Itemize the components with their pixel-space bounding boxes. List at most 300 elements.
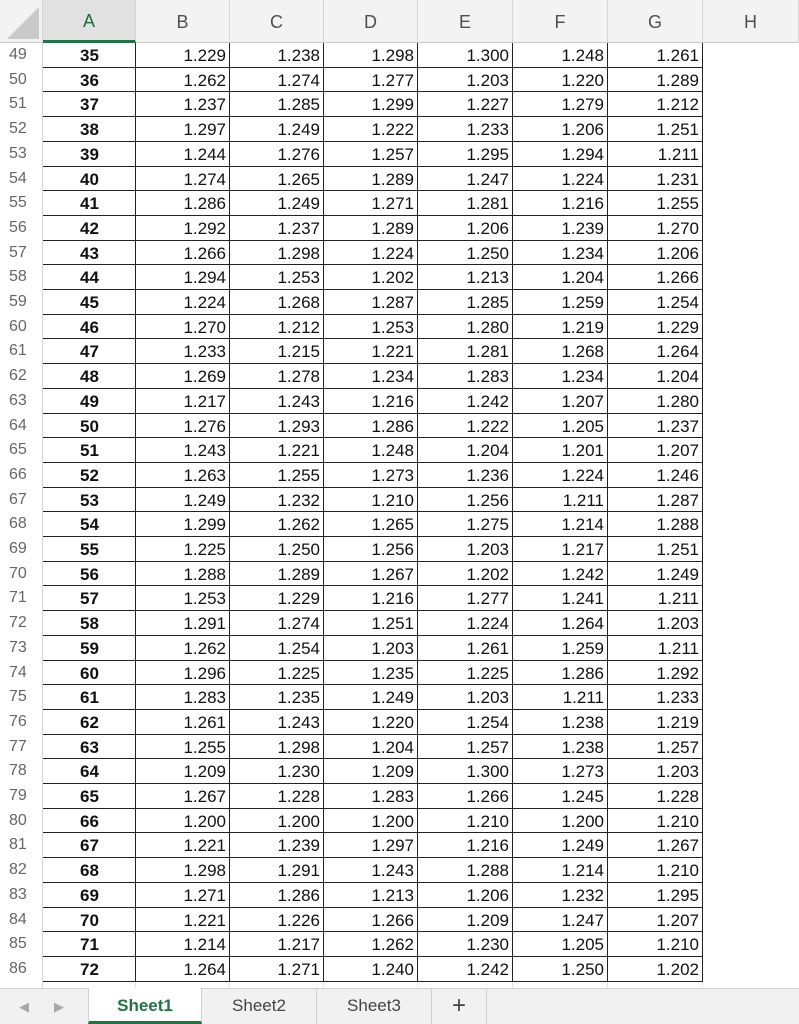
cell-c83[interactable]: 1.286 bbox=[277, 885, 320, 905]
row-header[interactable]: 59 bbox=[0, 290, 43, 315]
cell-f70[interactable]: 1.242 bbox=[561, 564, 604, 584]
cell-f67[interactable]: 1.211 bbox=[562, 490, 604, 510]
cell-f82[interactable]: 1.214 bbox=[561, 861, 604, 881]
cell-g58[interactable]: 1.266 bbox=[656, 268, 699, 288]
row-header[interactable]: 61 bbox=[0, 339, 43, 364]
cell-h59[interactable] bbox=[703, 290, 799, 315]
cell-b79[interactable]: 1.267 bbox=[183, 787, 226, 806]
cell-a60[interactable]: 46 bbox=[80, 317, 99, 337]
cell-g61[interactable]: 1.264 bbox=[656, 342, 699, 362]
cell-c51[interactable]: 1.285 bbox=[277, 95, 320, 115]
cell-c62[interactable]: 1.278 bbox=[277, 367, 320, 387]
cell-h53[interactable] bbox=[703, 142, 799, 167]
cell-d78[interactable]: 1.209 bbox=[371, 762, 414, 782]
cell-g82[interactable]: 1.210 bbox=[656, 861, 699, 881]
cell-b83[interactable]: 1.271 bbox=[183, 885, 226, 905]
cell-d77[interactable]: 1.204 bbox=[371, 737, 414, 757]
cell-b73[interactable]: 1.262 bbox=[183, 638, 226, 658]
cell-b75[interactable]: 1.283 bbox=[183, 688, 226, 708]
cell-f65[interactable]: 1.201 bbox=[561, 441, 604, 461]
cell-h78[interactable] bbox=[703, 759, 799, 784]
cell-d56[interactable]: 1.289 bbox=[371, 218, 414, 238]
column-header-e[interactable]: E bbox=[418, 0, 513, 43]
cell-c82[interactable]: 1.291 bbox=[277, 861, 320, 881]
cell-c63[interactable]: 1.243 bbox=[277, 391, 320, 411]
cell-e79[interactable]: 1.266 bbox=[466, 787, 509, 806]
row-header[interactable]: 77 bbox=[0, 735, 43, 760]
cell-c59[interactable]: 1.268 bbox=[277, 293, 320, 312]
cell-h84[interactable] bbox=[703, 908, 799, 933]
cell-a72[interactable]: 58 bbox=[80, 614, 99, 634]
row-header[interactable]: 84 bbox=[0, 908, 43, 933]
cell-b85[interactable]: 1.214 bbox=[183, 935, 226, 955]
cell-a81[interactable]: 67 bbox=[80, 836, 99, 856]
row-header[interactable]: 55 bbox=[0, 191, 43, 216]
cell-e60[interactable]: 1.280 bbox=[466, 317, 509, 337]
cell-e65[interactable]: 1.204 bbox=[466, 441, 509, 461]
column-header-b[interactable]: B bbox=[136, 0, 230, 43]
cell-b50[interactable]: 1.262 bbox=[183, 70, 226, 90]
cell-c50[interactable]: 1.274 bbox=[277, 70, 320, 90]
cell-c75[interactable]: 1.235 bbox=[277, 688, 320, 708]
cell-a64[interactable]: 50 bbox=[80, 416, 99, 436]
cell-b52[interactable]: 1.297 bbox=[183, 120, 226, 140]
cell-f66[interactable]: 1.224 bbox=[561, 465, 604, 485]
cell-c57[interactable]: 1.298 bbox=[277, 243, 320, 263]
cell-b78[interactable]: 1.209 bbox=[183, 762, 226, 782]
row-header[interactable]: 71 bbox=[0, 586, 43, 611]
spreadsheet-grid[interactable] bbox=[0, 43, 799, 988]
cell-b64[interactable]: 1.276 bbox=[183, 416, 226, 436]
cell-e86[interactable]: 1.242 bbox=[466, 959, 509, 979]
cell-e67[interactable]: 1.256 bbox=[466, 490, 509, 510]
cell-c73[interactable]: 1.254 bbox=[277, 638, 320, 658]
cell-h54[interactable] bbox=[703, 167, 799, 192]
cell-a54[interactable]: 40 bbox=[80, 169, 99, 189]
cell-c70[interactable]: 1.289 bbox=[277, 564, 320, 584]
cell-c65[interactable]: 1.221 bbox=[277, 441, 320, 461]
row-header[interactable]: 76 bbox=[0, 710, 43, 735]
cell-a66[interactable]: 52 bbox=[80, 465, 99, 485]
cell-f55[interactable]: 1.216 bbox=[561, 194, 604, 214]
row-header[interactable]: 51 bbox=[0, 92, 43, 117]
cell-d57[interactable]: 1.224 bbox=[371, 243, 414, 263]
cell-h49[interactable] bbox=[703, 43, 799, 68]
cell-a58[interactable]: 44 bbox=[80, 268, 99, 288]
cell-f56[interactable]: 1.239 bbox=[561, 218, 604, 238]
cell-g85[interactable]: 1.210 bbox=[656, 935, 699, 955]
row-header[interactable]: 75 bbox=[0, 685, 43, 710]
cell-b82[interactable]: 1.298 bbox=[183, 861, 226, 881]
row-header[interactable]: 60 bbox=[0, 315, 43, 340]
cell-d67[interactable]: 1.210 bbox=[371, 490, 414, 510]
cell-a69[interactable]: 55 bbox=[80, 540, 99, 559]
cell-g69[interactable]: 1.251 bbox=[656, 540, 699, 559]
cell-f75[interactable]: 1.211 bbox=[562, 688, 604, 708]
cell-d49[interactable]: 1.298 bbox=[371, 46, 414, 65]
row-header[interactable]: 70 bbox=[0, 562, 43, 587]
cell-a82[interactable]: 68 bbox=[80, 861, 99, 881]
cell-e58[interactable]: 1.213 bbox=[466, 268, 509, 288]
cell-b81[interactable]: 1.221 bbox=[183, 836, 226, 856]
cell-b51[interactable]: 1.237 bbox=[183, 95, 226, 115]
cell-e52[interactable]: 1.233 bbox=[466, 120, 509, 140]
row-header[interactable]: 56 bbox=[0, 216, 43, 241]
row-header[interactable]: 67 bbox=[0, 488, 43, 513]
cell-h67[interactable] bbox=[703, 488, 799, 513]
cell-b57[interactable]: 1.266 bbox=[183, 243, 226, 263]
cell-f53[interactable]: 1.294 bbox=[561, 144, 604, 164]
cell-e80[interactable]: 1.210 bbox=[466, 811, 509, 831]
cell-b60[interactable]: 1.270 bbox=[183, 317, 226, 337]
cell-c76[interactable]: 1.243 bbox=[277, 712, 320, 732]
cell-g68[interactable]: 1.288 bbox=[656, 515, 699, 535]
cell-g73[interactable]: 1.211 bbox=[657, 638, 699, 658]
cell-f62[interactable]: 1.234 bbox=[561, 367, 604, 387]
cell-f61[interactable]: 1.268 bbox=[561, 342, 604, 362]
cell-a71[interactable]: 57 bbox=[80, 589, 99, 609]
cell-c79[interactable]: 1.228 bbox=[277, 787, 320, 806]
cell-b68[interactable]: 1.299 bbox=[183, 515, 226, 535]
cell-e74[interactable]: 1.225 bbox=[466, 663, 509, 683]
cell-g71[interactable]: 1.211 bbox=[657, 589, 699, 609]
cell-e53[interactable]: 1.295 bbox=[466, 144, 509, 164]
cell-h60[interactable] bbox=[703, 315, 799, 340]
cell-h74[interactable] bbox=[703, 661, 799, 686]
cell-g66[interactable]: 1.246 bbox=[656, 465, 699, 485]
cell-g65[interactable]: 1.207 bbox=[656, 441, 699, 461]
cell-e50[interactable]: 1.203 bbox=[466, 70, 509, 90]
cell-e66[interactable]: 1.236 bbox=[466, 465, 509, 485]
cell-e56[interactable]: 1.206 bbox=[466, 218, 509, 238]
cell-h82[interactable] bbox=[703, 858, 799, 883]
cell-g74[interactable]: 1.292 bbox=[656, 663, 699, 683]
cell-g83[interactable]: 1.295 bbox=[656, 885, 699, 905]
row-header[interactable]: 50 bbox=[0, 68, 43, 93]
cell-f71[interactable]: 1.241 bbox=[561, 589, 604, 609]
cell-g70[interactable]: 1.249 bbox=[656, 564, 699, 584]
cell-g57[interactable]: 1.206 bbox=[656, 243, 699, 263]
cell-a80[interactable]: 66 bbox=[80, 811, 99, 831]
cell-f60[interactable]: 1.219 bbox=[561, 317, 604, 337]
cell-b65[interactable]: 1.243 bbox=[183, 441, 226, 461]
cell-c81[interactable]: 1.239 bbox=[277, 836, 320, 856]
cell-e70[interactable]: 1.202 bbox=[466, 564, 509, 584]
column-header-a[interactable]: A bbox=[43, 0, 136, 43]
cell-a86[interactable]: 72 bbox=[80, 959, 99, 979]
cell-g51[interactable]: 1.212 bbox=[656, 95, 699, 115]
cell-b70[interactable]: 1.288 bbox=[183, 564, 226, 584]
cell-b71[interactable]: 1.253 bbox=[183, 589, 226, 609]
cell-g62[interactable]: 1.204 bbox=[656, 367, 699, 387]
column-header-c[interactable]: C bbox=[230, 0, 324, 43]
cell-a83[interactable]: 69 bbox=[80, 885, 99, 905]
cell-e51[interactable]: 1.227 bbox=[466, 95, 509, 115]
cell-b54[interactable]: 1.274 bbox=[183, 169, 226, 189]
cell-d54[interactable]: 1.289 bbox=[371, 169, 414, 189]
cell-d81[interactable]: 1.297 bbox=[371, 836, 414, 856]
row-header[interactable]: 52 bbox=[0, 117, 43, 142]
cell-c56[interactable]: 1.237 bbox=[277, 218, 320, 238]
cell-e59[interactable]: 1.285 bbox=[466, 293, 509, 312]
cell-d73[interactable]: 1.203 bbox=[371, 638, 414, 658]
row-header[interactable]: 49 bbox=[0, 43, 43, 68]
cell-h63[interactable] bbox=[703, 389, 799, 414]
cell-g49[interactable]: 1.261 bbox=[656, 46, 699, 65]
cell-a55[interactable]: 41 bbox=[80, 194, 99, 214]
row-header[interactable]: 85 bbox=[0, 932, 43, 957]
cell-c54[interactable]: 1.265 bbox=[277, 169, 320, 189]
cell-d58[interactable]: 1.202 bbox=[371, 268, 414, 288]
cell-b49[interactable]: 1.229 bbox=[183, 46, 226, 65]
cell-c61[interactable]: 1.215 bbox=[277, 342, 320, 362]
cell-c72[interactable]: 1.274 bbox=[277, 614, 320, 634]
cell-c86[interactable]: 1.271 bbox=[277, 959, 320, 979]
row-header[interactable]: 57 bbox=[0, 241, 43, 266]
cell-e62[interactable]: 1.283 bbox=[466, 367, 509, 387]
cell-a51[interactable]: 37 bbox=[80, 95, 99, 115]
cell-h65[interactable] bbox=[703, 438, 799, 463]
cell-d63[interactable]: 1.216 bbox=[371, 391, 414, 411]
cell-f52[interactable]: 1.206 bbox=[561, 120, 604, 140]
cell-f64[interactable]: 1.205 bbox=[561, 416, 604, 436]
cell-b55[interactable]: 1.286 bbox=[183, 194, 226, 214]
row-header[interactable]: 86 bbox=[0, 957, 43, 982]
cell-e77[interactable]: 1.257 bbox=[466, 737, 509, 757]
cell-b80[interactable]: 1.200 bbox=[183, 811, 226, 831]
cell-h68[interactable] bbox=[703, 512, 799, 537]
cell-a79[interactable]: 65 bbox=[80, 787, 99, 806]
cell-c49[interactable]: 1.238 bbox=[277, 46, 320, 65]
cell-e83[interactable]: 1.206 bbox=[466, 885, 509, 905]
cell-e63[interactable]: 1.242 bbox=[466, 391, 509, 411]
row-header[interactable]: 66 bbox=[0, 463, 43, 488]
column-header-g[interactable]: G bbox=[608, 0, 703, 43]
cell-g72[interactable]: 1.203 bbox=[656, 614, 699, 634]
cell-e54[interactable]: 1.247 bbox=[466, 169, 509, 189]
cell-a70[interactable]: 56 bbox=[80, 564, 99, 584]
cell-h58[interactable] bbox=[703, 265, 799, 290]
cell-c85[interactable]: 1.217 bbox=[277, 935, 320, 955]
cell-a85[interactable]: 71 bbox=[80, 935, 99, 955]
cell-d74[interactable]: 1.235 bbox=[371, 663, 414, 683]
row-header[interactable]: 80 bbox=[0, 809, 43, 834]
cell-a61[interactable]: 47 bbox=[80, 342, 99, 362]
cell-a49[interactable]: 35 bbox=[80, 46, 99, 65]
cell-h80[interactable] bbox=[703, 809, 799, 834]
cell-c74[interactable]: 1.225 bbox=[277, 663, 320, 683]
cell-d83[interactable]: 1.213 bbox=[371, 885, 414, 905]
row-header[interactable]: 68 bbox=[0, 512, 43, 537]
cell-h71[interactable] bbox=[703, 586, 799, 611]
add-sheet-button[interactable]: + bbox=[432, 988, 487, 1024]
cell-b56[interactable]: 1.292 bbox=[183, 218, 226, 238]
cell-a68[interactable]: 54 bbox=[80, 515, 99, 535]
cell-d70[interactable]: 1.267 bbox=[371, 564, 414, 584]
cell-b69[interactable]: 1.225 bbox=[183, 540, 226, 559]
cell-b84[interactable]: 1.221 bbox=[183, 910, 226, 930]
cell-d79[interactable]: 1.283 bbox=[371, 787, 414, 806]
cell-a53[interactable]: 39 bbox=[80, 144, 99, 164]
cell-g60[interactable]: 1.229 bbox=[656, 317, 699, 337]
sheet-tab-sheet2[interactable]: Sheet2 bbox=[202, 988, 317, 1024]
cell-g63[interactable]: 1.280 bbox=[656, 391, 699, 411]
cell-e85[interactable]: 1.230 bbox=[466, 935, 509, 955]
cell-d60[interactable]: 1.253 bbox=[371, 317, 414, 337]
cell-h86[interactable] bbox=[703, 957, 799, 982]
cell-g84[interactable]: 1.207 bbox=[656, 910, 699, 930]
cell-h55[interactable] bbox=[703, 191, 799, 216]
cell-d80[interactable]: 1.200 bbox=[371, 811, 414, 831]
cell-f50[interactable]: 1.220 bbox=[561, 70, 604, 90]
cell-f73[interactable]: 1.259 bbox=[561, 638, 604, 658]
row-header[interactable]: 79 bbox=[0, 784, 43, 809]
cell-d65[interactable]: 1.248 bbox=[371, 441, 414, 461]
cell-d86[interactable]: 1.240 bbox=[371, 959, 414, 979]
column-header-h[interactable]: H bbox=[703, 0, 799, 43]
cell-b58[interactable]: 1.294 bbox=[183, 268, 226, 288]
cell-c68[interactable]: 1.262 bbox=[277, 515, 320, 535]
cell-a52[interactable]: 38 bbox=[80, 120, 99, 140]
cell-c52[interactable]: 1.249 bbox=[277, 120, 320, 140]
cell-e57[interactable]: 1.250 bbox=[466, 243, 509, 263]
chevron-left-icon[interactable]: ◀ bbox=[19, 999, 29, 1014]
cell-e73[interactable]: 1.261 bbox=[466, 638, 509, 658]
cell-a74[interactable]: 60 bbox=[80, 663, 99, 683]
cell-h62[interactable] bbox=[703, 364, 799, 389]
cell-d85[interactable]: 1.262 bbox=[371, 935, 414, 955]
cell-c60[interactable]: 1.212 bbox=[277, 317, 320, 337]
cell-d52[interactable]: 1.222 bbox=[371, 120, 414, 140]
cell-d59[interactable]: 1.287 bbox=[371, 293, 414, 312]
cell-h66[interactable] bbox=[703, 463, 799, 488]
row-header[interactable]: 63 bbox=[0, 389, 43, 414]
cell-a67[interactable]: 53 bbox=[80, 490, 99, 510]
cell-d84[interactable]: 1.266 bbox=[371, 910, 414, 930]
cell-g64[interactable]: 1.237 bbox=[656, 416, 699, 436]
cell-d55[interactable]: 1.271 bbox=[371, 194, 414, 214]
cell-h79[interactable] bbox=[703, 784, 799, 809]
cell-c84[interactable]: 1.226 bbox=[277, 910, 320, 930]
cell-d75[interactable]: 1.249 bbox=[371, 688, 414, 708]
cell-g80[interactable]: 1.210 bbox=[656, 811, 699, 831]
cell-b66[interactable]: 1.263 bbox=[183, 465, 226, 485]
select-all-corner[interactable] bbox=[0, 0, 43, 43]
cell-b74[interactable]: 1.296 bbox=[183, 663, 226, 683]
row-header[interactable]: 65 bbox=[0, 438, 43, 463]
cell-g81[interactable]: 1.267 bbox=[656, 836, 699, 856]
cell-b72[interactable]: 1.291 bbox=[183, 614, 226, 634]
cell-f78[interactable]: 1.273 bbox=[561, 762, 604, 782]
cell-a75[interactable]: 61 bbox=[80, 688, 99, 708]
cell-f83[interactable]: 1.232 bbox=[561, 885, 604, 905]
cell-c77[interactable]: 1.298 bbox=[277, 737, 320, 757]
row-header[interactable]: 64 bbox=[0, 414, 43, 439]
row-header[interactable]: 73 bbox=[0, 636, 43, 661]
cell-e76[interactable]: 1.254 bbox=[466, 712, 509, 732]
cell-f63[interactable]: 1.207 bbox=[561, 391, 604, 411]
cell-h72[interactable] bbox=[703, 611, 799, 636]
cell-f79[interactable]: 1.245 bbox=[561, 787, 604, 806]
cell-e69[interactable]: 1.203 bbox=[466, 540, 509, 559]
cell-c67[interactable]: 1.232 bbox=[277, 490, 320, 510]
cell-g53[interactable]: 1.211 bbox=[657, 144, 699, 164]
cell-h64[interactable] bbox=[703, 414, 799, 439]
cell-g50[interactable]: 1.289 bbox=[656, 70, 699, 90]
cell-e64[interactable]: 1.222 bbox=[466, 416, 509, 436]
cell-h50[interactable] bbox=[703, 68, 799, 93]
cell-c53[interactable]: 1.276 bbox=[277, 144, 320, 164]
cell-a56[interactable]: 42 bbox=[80, 218, 99, 238]
cell-h57[interactable] bbox=[703, 241, 799, 266]
cell-d64[interactable]: 1.286 bbox=[371, 416, 414, 436]
sheet-tab-sheet3[interactable]: Sheet3 bbox=[317, 988, 432, 1024]
cell-e78[interactable]: 1.300 bbox=[466, 762, 509, 782]
cell-g59[interactable]: 1.254 bbox=[656, 293, 699, 312]
cell-g54[interactable]: 1.231 bbox=[656, 169, 699, 189]
cell-h85[interactable] bbox=[703, 932, 799, 957]
cell-f59[interactable]: 1.259 bbox=[561, 293, 604, 312]
cell-f74[interactable]: 1.286 bbox=[561, 663, 604, 683]
row-header[interactable]: 69 bbox=[0, 537, 43, 562]
cell-b61[interactable]: 1.233 bbox=[183, 342, 226, 362]
cell-e72[interactable]: 1.224 bbox=[466, 614, 509, 634]
cell-c55[interactable]: 1.249 bbox=[277, 194, 320, 214]
cell-h75[interactable] bbox=[703, 685, 799, 710]
cell-d53[interactable]: 1.257 bbox=[371, 144, 414, 164]
cell-d51[interactable]: 1.299 bbox=[371, 95, 414, 115]
cell-f85[interactable]: 1.205 bbox=[561, 935, 604, 955]
cell-h81[interactable] bbox=[703, 833, 799, 858]
row-header[interactable]: 82 bbox=[0, 858, 43, 883]
cell-b86[interactable]: 1.264 bbox=[183, 959, 226, 979]
cell-f68[interactable]: 1.214 bbox=[561, 515, 604, 535]
sheet-tab-sheet1[interactable]: Sheet1 bbox=[88, 988, 202, 1024]
cell-f49[interactable]: 1.248 bbox=[561, 46, 604, 65]
cell-a65[interactable]: 51 bbox=[80, 441, 99, 461]
cell-d61[interactable]: 1.221 bbox=[371, 342, 414, 362]
cell-c64[interactable]: 1.293 bbox=[277, 416, 320, 436]
cell-h76[interactable] bbox=[703, 710, 799, 735]
row-header[interactable]: 83 bbox=[0, 883, 43, 908]
cell-e55[interactable]: 1.281 bbox=[466, 194, 509, 214]
cell-f57[interactable]: 1.234 bbox=[561, 243, 604, 263]
cell-h61[interactable] bbox=[703, 339, 799, 364]
cell-g86[interactable]: 1.202 bbox=[656, 959, 699, 979]
row-header[interactable]: 62 bbox=[0, 364, 43, 389]
cell-d76[interactable]: 1.220 bbox=[371, 712, 414, 732]
row-header[interactable]: 58 bbox=[0, 265, 43, 290]
cell-h77[interactable] bbox=[703, 735, 799, 760]
cell-c66[interactable]: 1.255 bbox=[277, 465, 320, 485]
cell-g67[interactable]: 1.287 bbox=[656, 490, 699, 510]
row-header[interactable]: 78 bbox=[0, 759, 43, 784]
cell-a84[interactable]: 70 bbox=[80, 910, 99, 930]
row-header[interactable]: 72 bbox=[0, 611, 43, 636]
cell-d69[interactable]: 1.256 bbox=[371, 540, 414, 559]
cell-f58[interactable]: 1.204 bbox=[561, 268, 604, 288]
cell-e82[interactable]: 1.288 bbox=[466, 861, 509, 881]
cell-g78[interactable]: 1.203 bbox=[656, 762, 699, 782]
cell-f81[interactable]: 1.249 bbox=[561, 836, 604, 856]
cell-c58[interactable]: 1.253 bbox=[277, 268, 320, 288]
cell-f54[interactable]: 1.224 bbox=[561, 169, 604, 189]
cell-h52[interactable] bbox=[703, 117, 799, 142]
cell-f69[interactable]: 1.217 bbox=[561, 540, 604, 559]
cell-h70[interactable] bbox=[703, 562, 799, 587]
cell-h73[interactable] bbox=[703, 636, 799, 661]
cell-f72[interactable]: 1.264 bbox=[561, 614, 604, 634]
